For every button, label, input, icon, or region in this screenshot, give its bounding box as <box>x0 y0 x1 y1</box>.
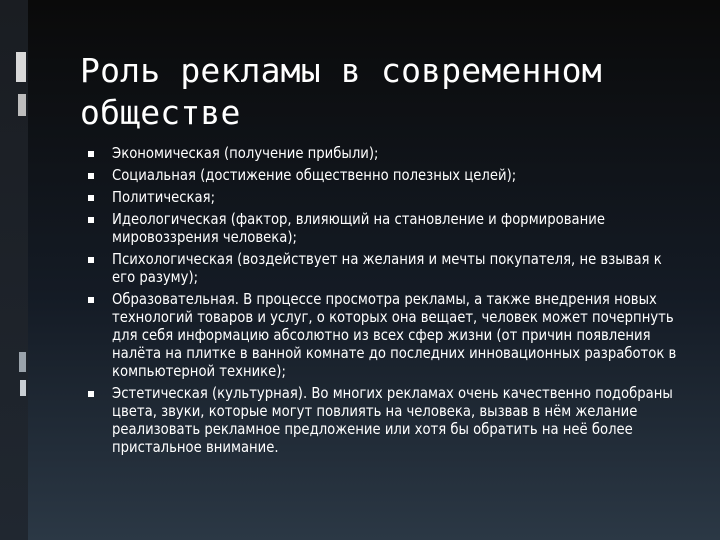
bullet-text: Образовательная. В процессе просмотра рекламы, а также внедрения новых технологий товаров и услуг, о которых она вещает, человек может почерпнуть для себя информацию абсолютно из всех сфер жизни (от причин появления налёта на плитке в ванной комнате до последних инновационных разработок в компьютерной технике); <box>112 291 677 380</box>
bullet-item <box>88 145 688 163</box>
decorative-block <box>18 94 26 116</box>
slide-title: Роль рекламы в современном обществе <box>80 51 602 132</box>
square-bullet-icon <box>88 391 94 397</box>
bullet-item <box>88 211 688 247</box>
bullet-item <box>88 251 688 287</box>
bullet-list <box>88 145 688 461</box>
bullet-item <box>88 385 688 457</box>
bullet-text: Политическая; <box>112 189 216 206</box>
decorative-block <box>19 352 26 372</box>
square-bullet-icon <box>88 151 94 157</box>
bullet-item <box>88 189 688 207</box>
bullet-text: Идеологическая (фактор, влияющий на становление и формирование мировоззрения человека); <box>112 211 605 246</box>
square-bullet-icon <box>88 297 94 303</box>
bullet-text: Эстетическая (культурная). Во многих рекламах очень качественно подобраны цвета, звуки, которые могут повлиять на человека, вызвав в нём желание реализовать рекламное предложение или хотя бы обратить на неё более пристальное внимание. <box>112 385 673 456</box>
bullet-item <box>88 167 688 185</box>
square-bullet-icon <box>88 173 94 179</box>
square-bullet-icon <box>88 257 94 263</box>
square-bullet-icon <box>88 195 94 201</box>
bullet-text: Экономическая (получение прибыли); <box>112 145 379 162</box>
decorative-block <box>20 380 26 396</box>
bullet-text: Психологическая (воздействует на желания и мечты покупателя, не взывая к его разуму); <box>112 251 662 286</box>
bullet-item <box>88 291 688 381</box>
decorative-block <box>16 52 26 82</box>
bullet-text: Социальная (достижение общественно полезных целей); <box>112 167 517 184</box>
square-bullet-icon <box>88 217 94 223</box>
